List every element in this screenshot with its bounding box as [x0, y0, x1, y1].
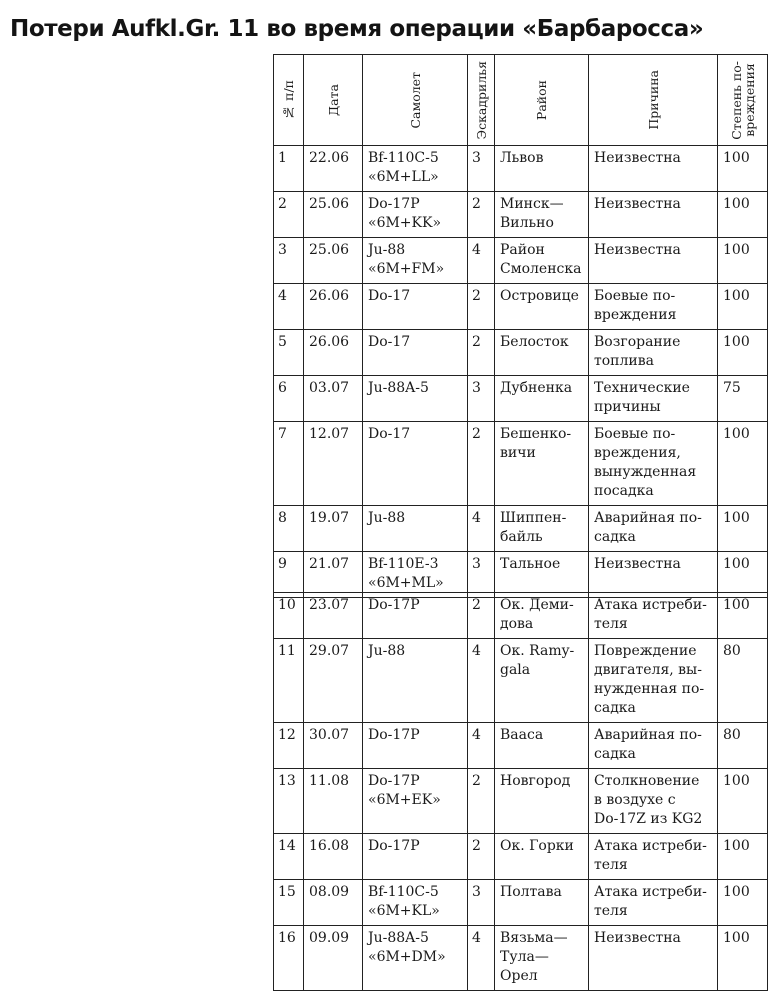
cell-cause: Боевые по- вреждения, вынужденная посадка: [589, 422, 718, 506]
cell-damage: 100: [718, 552, 768, 598]
header-cause: Причина: [589, 55, 718, 146]
cell-area: Белосток: [495, 330, 589, 376]
cell-date: 25.06: [304, 192, 363, 238]
table-row: [274, 834, 768, 880]
cell-cause: Повреждение двигателя, вы- нужденная по- садка: [589, 639, 718, 723]
cell-squadron: 2: [468, 769, 495, 834]
table-row: [274, 284, 768, 330]
table-row: [274, 238, 768, 284]
cell-cause: Неизвестна: [589, 146, 718, 192]
losses-table-part-1: [273, 54, 768, 598]
cell-date: 25.06: [304, 238, 363, 284]
cell-squadron: 2: [468, 834, 495, 880]
cell-cause: Атака истреби- теля: [589, 593, 718, 639]
cell-squadron: 3: [468, 376, 495, 422]
cell-damage: 100: [718, 926, 768, 991]
table-row: [274, 506, 768, 552]
cell-area: Минск— Вильно: [495, 192, 589, 238]
cell-date: 26.06: [304, 284, 363, 330]
cell-cause: Аварийная по- садка: [589, 506, 718, 552]
table-row: [274, 639, 768, 723]
cell-damage: 80: [718, 639, 768, 723]
cell-area: Дубненка: [495, 376, 589, 422]
cell-squadron: 2: [468, 593, 495, 639]
cell-date: 26.06: [304, 330, 363, 376]
cell-squadron: 4: [468, 639, 495, 723]
cell-cause: Неизвестна: [589, 192, 718, 238]
cell-damage: 100: [718, 834, 768, 880]
cell-area: Вязьма— Тула— Орел: [495, 926, 589, 991]
header-date: Дата: [304, 55, 363, 146]
cell-number: 10: [274, 593, 304, 639]
cell-date: 30.07: [304, 723, 363, 769]
table-row: [274, 376, 768, 422]
cell-cause: Столкновение в воздухе с Do-17Z из KG2: [589, 769, 718, 834]
cell-squadron: 3: [468, 146, 495, 192]
losses-table-part-2: [273, 592, 768, 991]
cell-number: 7: [274, 422, 304, 506]
cell-area: Островице: [495, 284, 589, 330]
header-area: Район: [495, 55, 589, 146]
cell-damage: 100: [718, 284, 768, 330]
cell-aircraft: Do-17: [363, 422, 468, 506]
cell-cause: Аварийная по- садка: [589, 723, 718, 769]
table-header-row: [274, 55, 768, 146]
cell-date: 29.07: [304, 639, 363, 723]
header-number: № п/п: [274, 55, 304, 146]
cell-number: 1: [274, 146, 304, 192]
cell-area: Ок. Ramy- gala: [495, 639, 589, 723]
cell-area: Шиппен- байль: [495, 506, 589, 552]
cell-number: 16: [274, 926, 304, 991]
cell-squadron: 4: [468, 238, 495, 284]
cell-area: Ок. Горки: [495, 834, 589, 880]
cell-area: Бешенко- вичи: [495, 422, 589, 506]
cell-number: 2: [274, 192, 304, 238]
cell-aircraft: Do-17P: [363, 723, 468, 769]
cell-number: 5: [274, 330, 304, 376]
cell-damage: 100: [718, 593, 768, 639]
cell-date: 21.07: [304, 552, 363, 598]
cell-date: 03.07: [304, 376, 363, 422]
cell-number: 8: [274, 506, 304, 552]
table-row: [274, 769, 768, 834]
cell-damage: 80: [718, 723, 768, 769]
header-squadron: Эскадрилья: [468, 55, 495, 146]
cell-number: 13: [274, 769, 304, 834]
cell-aircraft: Bf-110C-5 «6M+KL»: [363, 880, 468, 926]
table-row: [274, 552, 768, 598]
cell-date: 08.09: [304, 880, 363, 926]
cell-squadron: 2: [468, 284, 495, 330]
cell-aircraft: Ju-88A-5: [363, 376, 468, 422]
header-aircraft: Самолет: [363, 55, 468, 146]
cell-aircraft: Do-17P: [363, 593, 468, 639]
cell-aircraft: Do-17P «6M+KK»: [363, 192, 468, 238]
table-row: [274, 330, 768, 376]
cell-number: 6: [274, 376, 304, 422]
cell-aircraft: Ju-88A-5 «6M+DM»: [363, 926, 468, 991]
cell-cause: Атака истреби- теля: [589, 834, 718, 880]
cell-area: Тальное: [495, 552, 589, 598]
cell-date: 09.09: [304, 926, 363, 991]
cell-cause: Неизвестна: [589, 552, 718, 598]
table-row: [274, 422, 768, 506]
cell-damage: 100: [718, 330, 768, 376]
cell-squadron: 2: [468, 422, 495, 506]
cell-aircraft: Bf-110C-5 «6M+LL»: [363, 146, 468, 192]
cell-number: 11: [274, 639, 304, 723]
cell-number: 4: [274, 284, 304, 330]
cell-cause: Технические причины: [589, 376, 718, 422]
cell-squadron: 4: [468, 926, 495, 991]
cell-damage: 100: [718, 880, 768, 926]
cell-date: 19.07: [304, 506, 363, 552]
cell-aircraft: Ju-88: [363, 506, 468, 552]
cell-damage: 100: [718, 506, 768, 552]
cell-area: Новгород: [495, 769, 589, 834]
cell-aircraft: Do-17P: [363, 834, 468, 880]
cell-number: 12: [274, 723, 304, 769]
cell-aircraft: Do-17: [363, 330, 468, 376]
cell-cause: Возгорание топлива: [589, 330, 718, 376]
cell-squadron: 3: [468, 880, 495, 926]
table-row: [274, 723, 768, 769]
cell-squadron: 2: [468, 192, 495, 238]
cell-number: 3: [274, 238, 304, 284]
cell-damage: 100: [718, 422, 768, 506]
cell-area: Полтава: [495, 880, 589, 926]
cell-aircraft: Do-17P «6M+EK»: [363, 769, 468, 834]
cell-area: Ок. Деми- дова: [495, 593, 589, 639]
cell-date: 11.08: [304, 769, 363, 834]
cell-aircraft: Ju-88: [363, 639, 468, 723]
cell-date: 12.07: [304, 422, 363, 506]
cell-number: 15: [274, 880, 304, 926]
cell-squadron: 4: [468, 506, 495, 552]
cell-area: Район Смоленска: [495, 238, 589, 284]
cell-date: 22.06: [304, 146, 363, 192]
table-row: [274, 192, 768, 238]
header-damage: Степень по- вреждения: [718, 55, 768, 146]
cell-squadron: 4: [468, 723, 495, 769]
cell-aircraft: Do-17: [363, 284, 468, 330]
table-row: [274, 593, 768, 639]
cell-squadron: 3: [468, 552, 495, 598]
cell-cause: Неизвестна: [589, 238, 718, 284]
cell-damage: 100: [718, 769, 768, 834]
cell-aircraft: Bf-110E-3 «6M+ML»: [363, 552, 468, 598]
cell-damage: 75: [718, 376, 768, 422]
cell-damage: 100: [718, 238, 768, 284]
table-row: [274, 146, 768, 192]
cell-cause: Боевые по- вреждения: [589, 284, 718, 330]
page-title: Потери Aufkl.Gr. 11 во время операции «Барбаросса»: [10, 16, 704, 42]
cell-date: 23.07: [304, 593, 363, 639]
cell-cause: Атака истреби- теля: [589, 880, 718, 926]
cell-aircraft: Ju-88 «6M+FM»: [363, 238, 468, 284]
cell-number: 9: [274, 552, 304, 598]
cell-damage: 100: [718, 192, 768, 238]
cell-date: 16.08: [304, 834, 363, 880]
table-row: [274, 880, 768, 926]
cell-area: Вааса: [495, 723, 589, 769]
cell-damage: 100: [718, 146, 768, 192]
cell-area: Львов: [495, 146, 589, 192]
cell-cause: Неизвестна: [589, 926, 718, 991]
cell-squadron: 2: [468, 330, 495, 376]
cell-number: 14: [274, 834, 304, 880]
